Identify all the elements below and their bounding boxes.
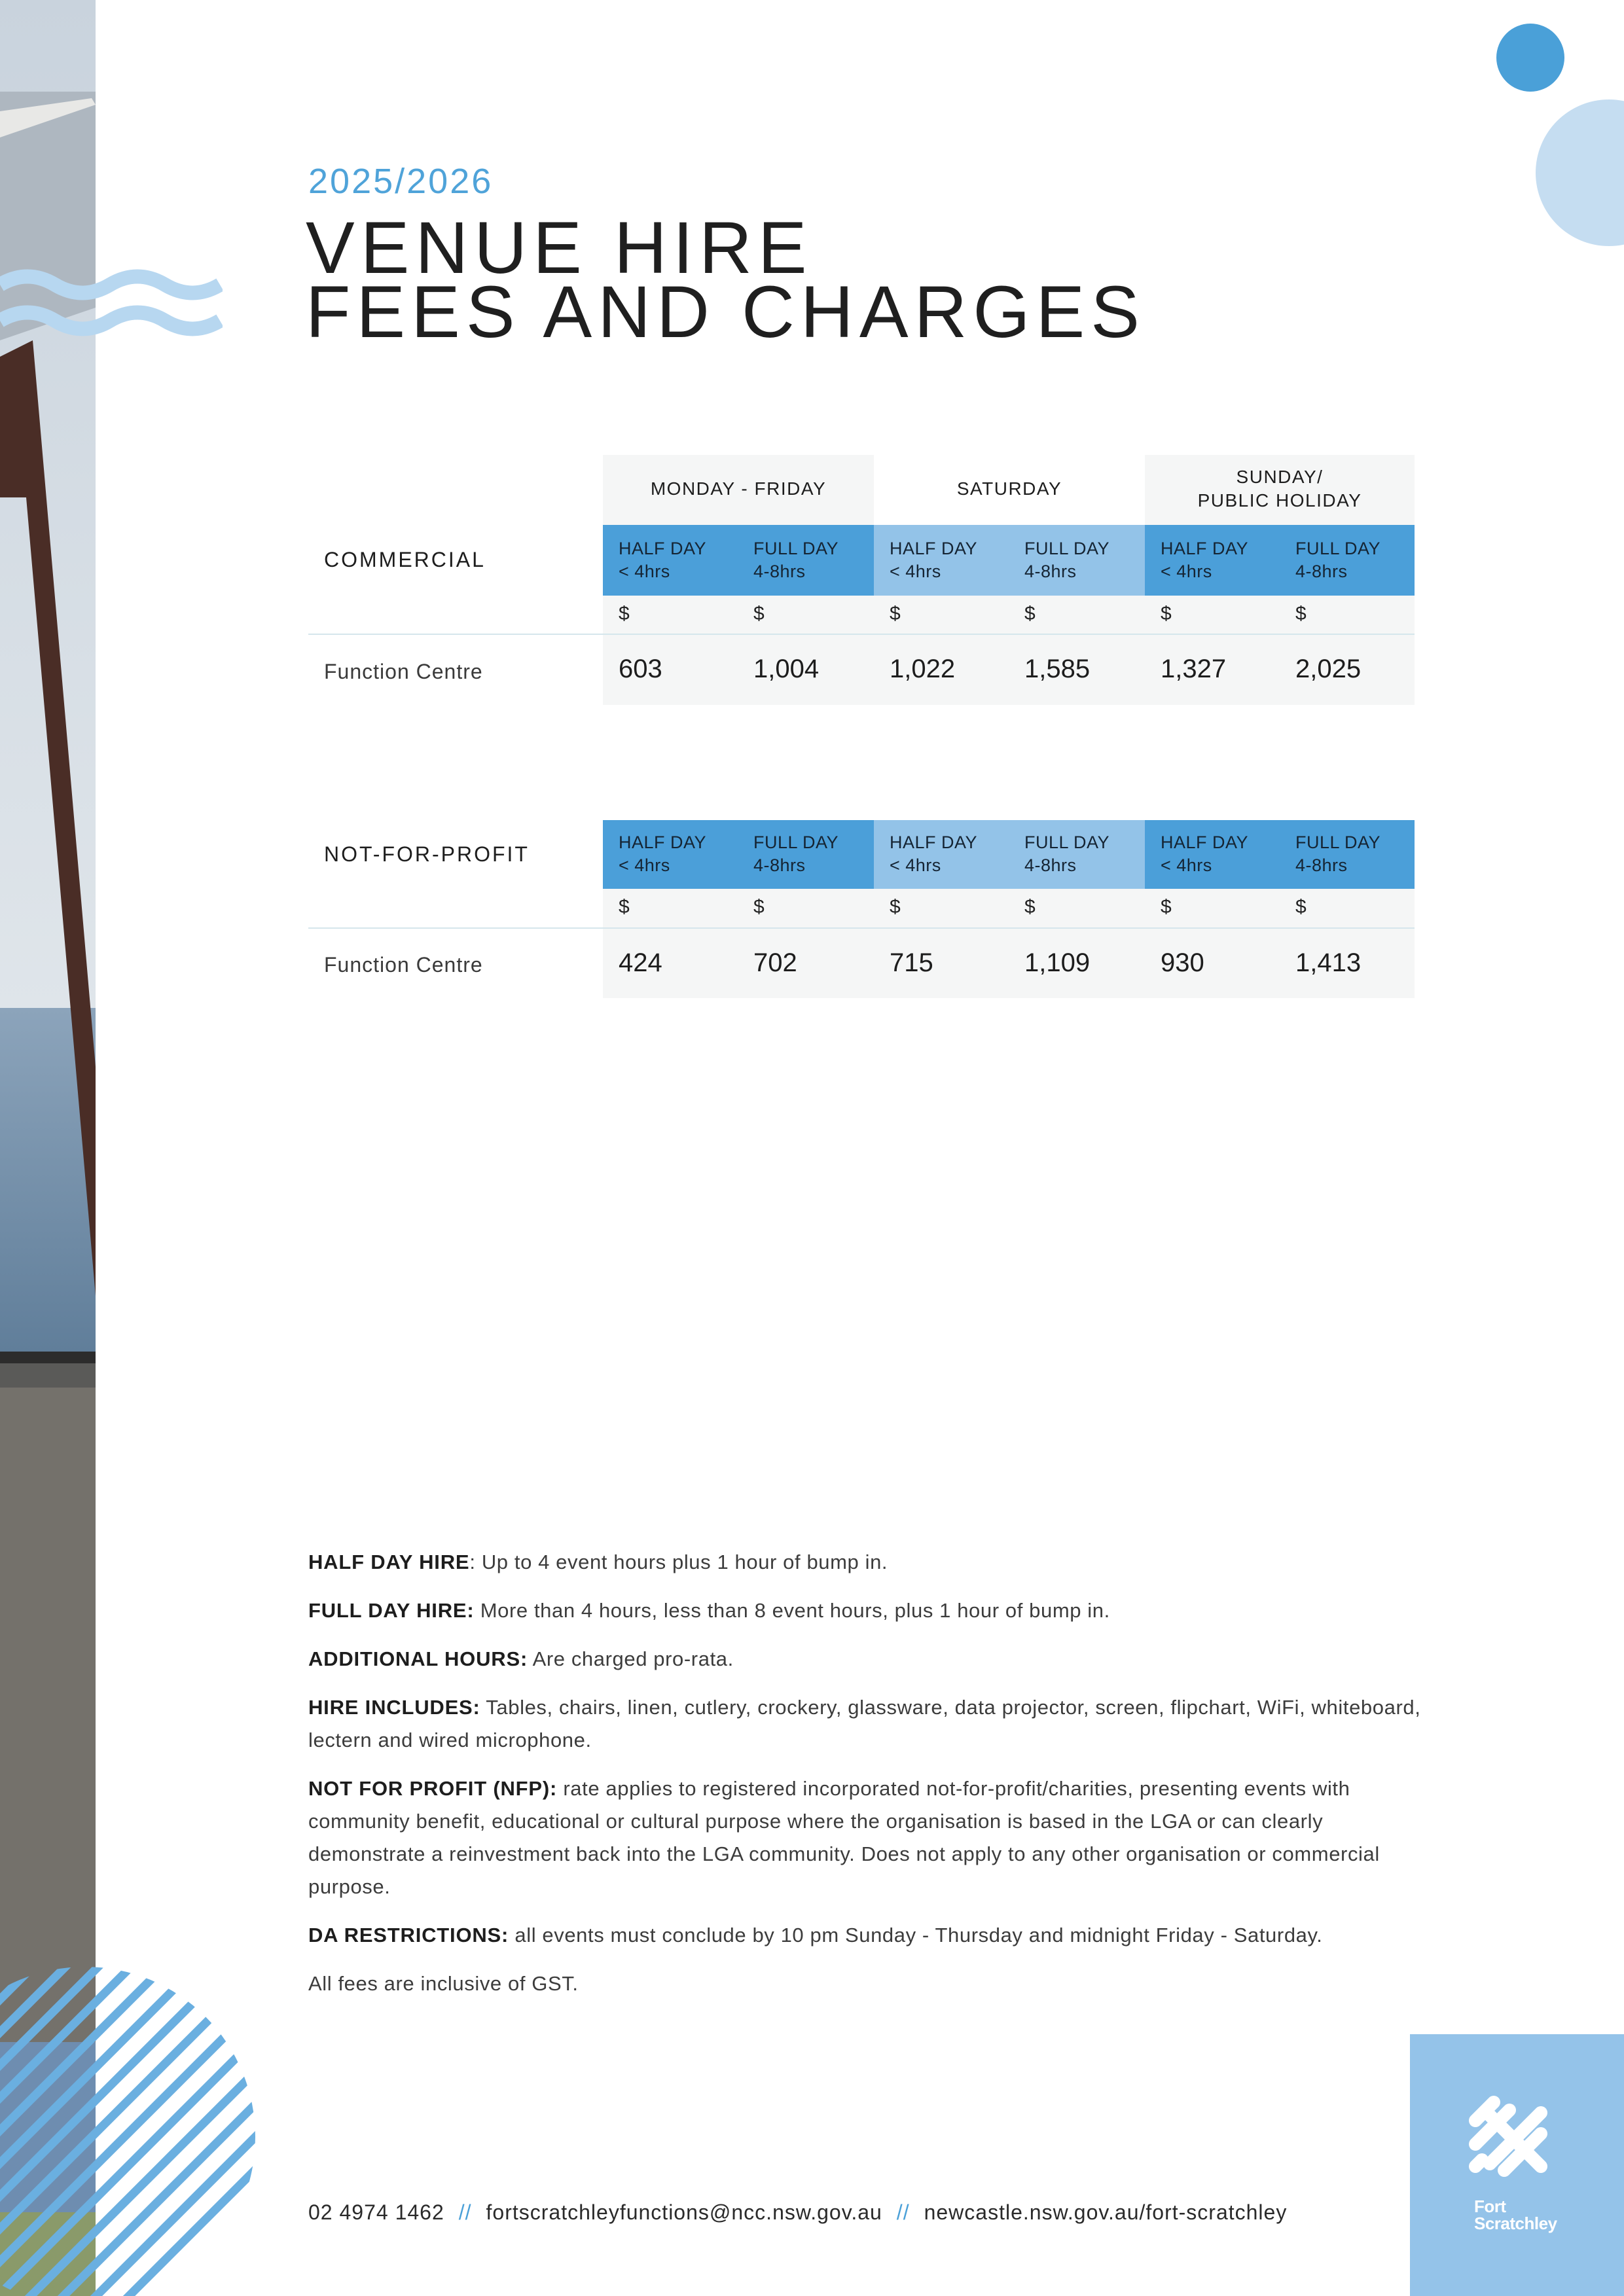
fee-value: 1,109 [1024,948,1091,977]
document-year: 2025/2026 [308,162,494,201]
table-divider [308,927,1415,929]
decorative-circle-dark [1496,24,1564,92]
phone-number[interactable]: 02 4974 1462 [308,2200,444,2224]
fee-value: 715 [890,948,933,977]
terms-notes [308,1546,1460,2016]
fee-value: 1,413 [1295,948,1362,977]
subheader-full-day: FULL DAY 4-8hrs [753,833,839,875]
currency-symbol: $ [890,603,901,624]
subheader-full-day: FULL DAY 4-8hrs [1024,539,1110,581]
fort-scratchley-logo [1410,2034,1624,2296]
currency-symbol: $ [1024,603,1036,624]
fee-value: 1,022 [890,655,956,683]
row-label-function-centre: Function Centre [324,953,483,977]
table-divider [308,634,1415,635]
section-label-commercial: COMMERCIAL [324,548,486,571]
note-not-for-profit: NOT FOR PROFIT (NFP): rate applies to registered incorporated not-for-profit/charities, presenting events with community benefit, educational or cultural purpose where the organisation is based in the LGA or can clearly demonstrate a reinvestment back into the LGA community. Does not apply to any other organisation or commercial purpose. [308,1777,1380,1898]
decorative-waves [0,265,223,363]
sunday-label-line-1: SUNDAY/ [1236,467,1324,487]
subheader-full-day: FULL DAY 4-8hrs [1024,833,1110,875]
currency-symbol: $ [619,896,630,918]
currency-symbol: $ [1024,896,1036,918]
row-label-function-centre: Function Centre [324,660,483,683]
fee-value: 2,025 [1295,655,1362,683]
subheader-half-day: HALF DAY < 4hrs [619,539,707,581]
title-line-2: FEES AND CHARGES [306,271,1146,353]
currency-symbol: $ [753,896,765,918]
saturday-column-bg [874,889,1145,998]
decorative-circle-light [1536,99,1624,246]
fee-value: 424 [619,948,662,977]
subheader-full-day: FULL DAY 4-8hrs [753,539,839,581]
column-group-sunday-public-holiday [1145,465,1415,512]
section-label-not-for-profit: NOT-FOR-PROFIT [324,842,530,866]
saturday-column-bg [874,596,1145,705]
logo-mark-icon [1464,2093,1562,2191]
subheader-half-day: HALF DAY < 4hrs [1161,539,1249,581]
subheader-full-day: FULL DAY 4-8hrs [1295,539,1381,581]
footer-separator: // [458,2200,472,2224]
currency-symbol: $ [1161,603,1172,624]
currency-symbol: $ [1161,896,1172,918]
commercial-fees-table [308,455,1415,705]
footer-separator: // [896,2200,910,2224]
note-gst: All fees are inclusive of GST. [308,1972,579,1995]
note-hire-includes: HIRE INCLUDES: Tables, chairs, linen, cutlery, crockery, glassware, data projector, screen, flipchart, WiFi, whiteboard, lectern and wired microphone. [308,1696,1421,1751]
currency-symbol: $ [753,603,765,624]
subheader-half-day: HALF DAY < 4hrs [619,833,707,875]
subheader-half-day: HALF DAY < 4hrs [1161,833,1249,875]
note-additional-hours: ADDITIONAL HOURS: Are charged pro-rata. [308,1647,734,1670]
logo-wordmark: Fort Scratchley [1474,2197,1557,2233]
fee-value: 702 [753,948,797,977]
not-for-profit-fees-table [308,820,1415,998]
subheader-half-day: HALF DAY < 4hrs [890,539,978,581]
fee-value: 603 [619,655,662,683]
subheader-half-day: HALF DAY < 4hrs [890,833,978,875]
note-da-restrictions: DA RESTRICTIONS: all events must conclude by 10 pm Sunday - Thursday and midnight Friday - Saturday. [308,1924,1323,1946]
fee-value: 1,585 [1024,655,1091,683]
page-title [306,207,1146,353]
currency-symbol: $ [619,603,630,624]
column-group-saturday: SATURDAY [956,478,1062,499]
currency-symbol: $ [890,896,901,918]
note-half-day: HALF DAY HIRE: Up to 4 event hours plus 1 hour of bump in. [308,1551,888,1573]
sunday-label-line-2: PUBLIC HOLIDAY [1197,490,1362,511]
fee-value: 930 [1161,948,1204,977]
subheader-full-day: FULL DAY 4-8hrs [1295,833,1381,875]
contact-footer [308,2200,1287,2225]
email-link[interactable]: fortscratchleyfunctions@ncc.nsw.gov.au [486,2200,882,2224]
fee-value: 1,327 [1161,655,1227,683]
currency-symbol: $ [1295,603,1307,624]
currency-symbol: $ [1295,896,1307,918]
decorative-striped-circle [0,1967,262,2296]
title-line-1: VENUE HIRE [306,207,813,289]
website-link[interactable]: newcastle.nsw.gov.au/fort-scratchley [924,2200,1288,2224]
fee-value: 1,004 [753,655,820,683]
column-group-monday-friday: MONDAY - FRIDAY [650,478,827,499]
note-full-day: FULL DAY HIRE: More than 4 hours, less than 8 event hours, plus 1 hour of bump in. [308,1599,1110,1622]
